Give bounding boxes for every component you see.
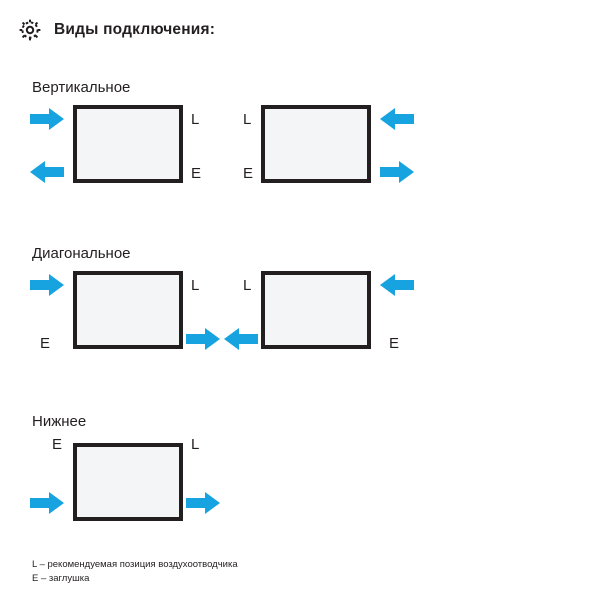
label-E-diagonal-left: E [40,335,51,352]
arrow-in-bottom-left [30,492,64,514]
arrow-in-diagonal-right-top [380,274,414,296]
legend [32,558,238,586]
label-L-vertical-right: L [243,111,252,128]
label-L-diagonal-right: L [243,277,252,294]
arrow-out-bottom-right [186,492,220,514]
arrow-in-vertical-left-top [30,108,64,130]
section-title-vertical: Вертикальное [32,79,131,96]
legend-line-1: L – рекомендуемая позиция воздухоотводчика [32,559,238,570]
label-L-diagonal-left: L [191,277,200,294]
radiator-bottom [73,443,183,521]
arrow-in-diagonal-left-top [30,274,64,296]
page-title: Виды подключения: [54,21,216,38]
section-title-bottom: Нижнее [32,413,87,430]
label-E-diagonal-right: E [389,335,400,352]
label-L-bottom: L [191,436,200,453]
label-E-vertical-right: E [243,165,254,182]
legend-line-2: E – заглушка [32,572,90,584]
arrow-in-vertical-right-top [380,108,414,130]
section-bottom [0,335,600,538]
label-E-vertical-left: E [191,165,202,182]
label-L-vertical-left: L [191,111,200,128]
section-title-diagonal: Диагональное [32,245,131,262]
label-E-bottom: E [52,436,63,453]
